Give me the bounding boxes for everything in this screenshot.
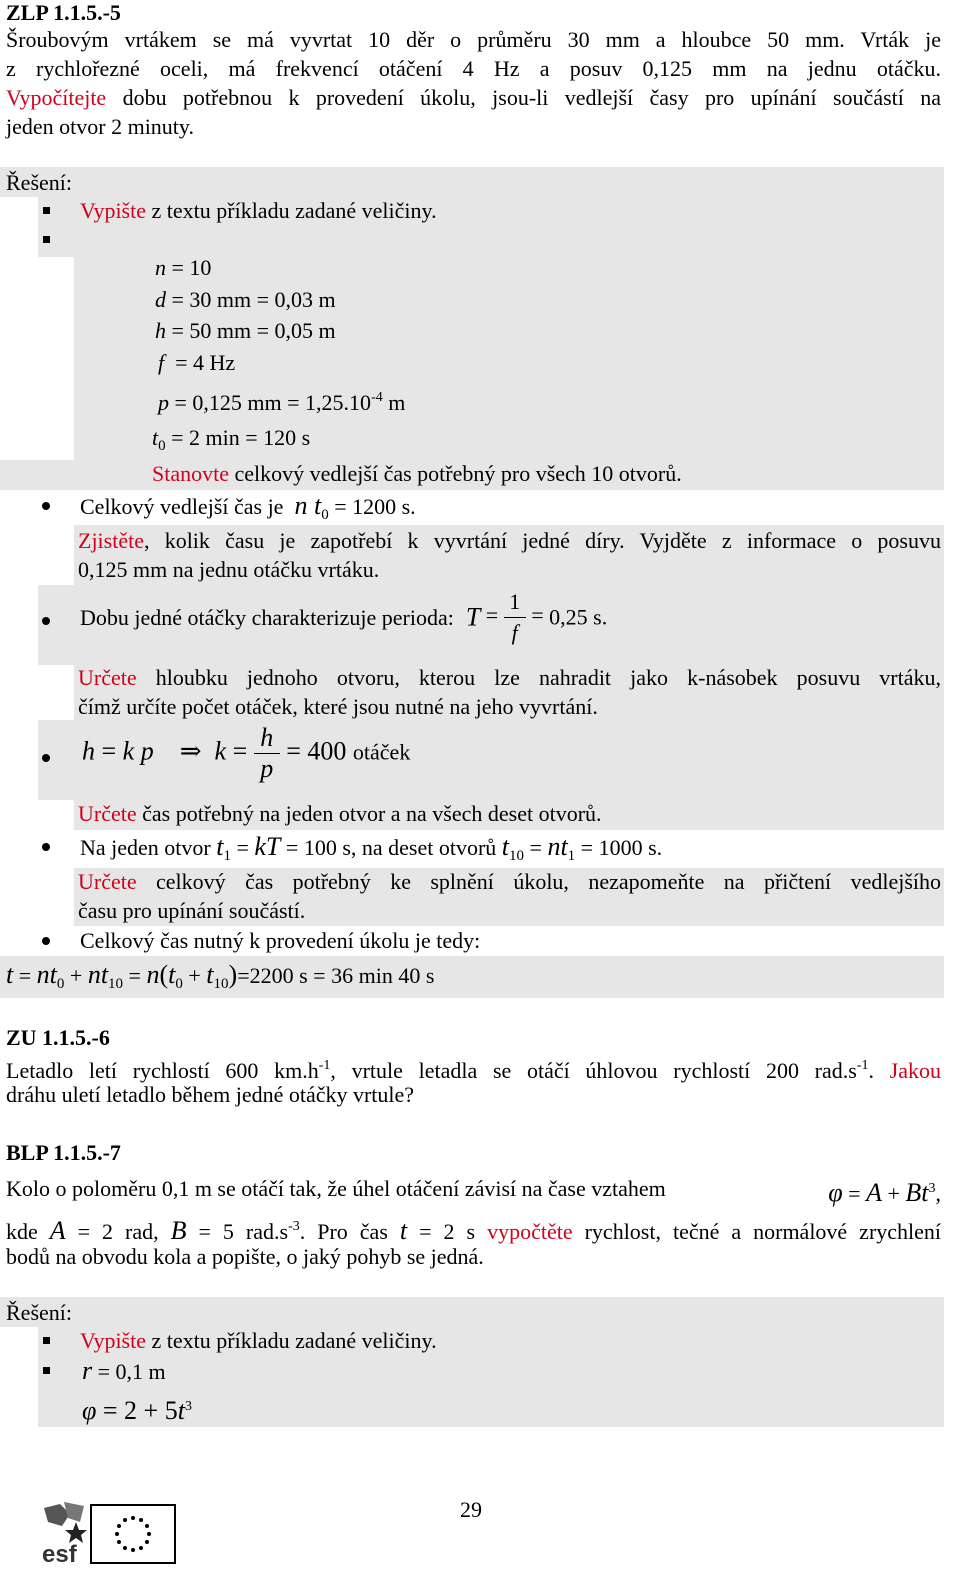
step-text: z textu příkladu zadané veličiny. (146, 198, 437, 223)
step-text: hloubku jednoho otvoru, kterou lze nahradit jako k-násobek posuvu vrtáku, (136, 665, 941, 690)
result-line: Celkový vedlejší čas je n $t_0 = 1200$ s. (80, 491, 416, 523)
instruction-verb: Určete (78, 869, 137, 894)
given-r: r = 0,1 m (82, 1356, 166, 1385)
result-line: Na jeden otvor $t_1$ = kT = 100 s, na deset otvorů $t_{10} = nt_1 = 1000$ s. (80, 832, 663, 864)
fraction: $\frac{h}{p}$ (254, 724, 280, 783)
problem-text-line (6, 85, 941, 111)
problem-text-line: dráhu uletí letadlo během jedné otáčky vrtule? (6, 1082, 415, 1107)
given-n: n = 10 (155, 255, 212, 280)
problem-text-line: Letadlo letí rychlostí 600 $km.h^{-1}$, vrtule letadla se otáčí úhlovou rychlostí 200 $rad.s^{-1}$. Jakou (6, 1058, 941, 1083)
result-line: Celkový čas nutný k provedení úkolu je tedy: (80, 928, 481, 953)
step-line (152, 461, 682, 487)
given-f: f = 4 Hz (158, 350, 236, 375)
svg-text:esf: esf (42, 1541, 77, 1566)
given-d: d = 30 mm = 0,03 m (155, 287, 336, 312)
instruction-verb: Vypočítejte (6, 85, 107, 110)
step-line: čímž určíte počet otáček, které jsou nutné na jeho vyvrtání. (78, 694, 598, 719)
problem-heading-zu: ZU 1.1.5.-6 (6, 1025, 110, 1050)
problem-heading-zlp: ZLP 1.1.5.-5 (6, 0, 121, 25)
page-number: 29 (460, 1497, 482, 1522)
fraction: $\frac{1}{f}$ (504, 588, 526, 647)
instruction-verb: Určete (78, 801, 137, 826)
step-line: 0,125 mm na jednu otáčku vrtáku. (78, 557, 380, 582)
step-line (80, 1328, 437, 1354)
square-bullet-icon (43, 1367, 50, 1374)
result-line: Dobu jedné otáčky charakterizuje perioda: T = $\frac{1}{f}$ = 0,25 s. (80, 589, 608, 645)
square-bullet-icon (43, 236, 50, 243)
given-phi: $\varphi = 2 + 5t^3$ (82, 1396, 192, 1425)
problem-text-line: jeden otvor 2 minuty. (6, 114, 194, 139)
given-h: h = 50 mm = 0,05 m (155, 318, 336, 343)
instruction-verb: Vypište (80, 1328, 146, 1353)
round-bullet-icon (42, 502, 50, 510)
problem-text-line: kde A = 2 rad, B = 5 $rad.s^{-3}$. Pro čas t = 2 s vypočtěte rychlost, tečné a normálové zrychlení (6, 1216, 942, 1245)
step-line (80, 198, 437, 224)
step-line (78, 801, 602, 827)
problem-text-line: bodů na obvodu kola a popište, o jaký pohyb se jedná. (6, 1244, 484, 1269)
instruction-verb: Určete (78, 665, 137, 690)
step-line: času pro upínání součástí. (78, 898, 306, 923)
problem-text: dobu potřebnou k provedení úkolu, jsou-li vedlejší časy pro upínání součástí na (106, 85, 941, 110)
step-text: celkový čas potřebný ke splnění úkolu, nezapomeňte na přičtení vedlejšího (136, 869, 941, 894)
given-t0: $t_0 = 2$ min = 120 s (152, 425, 311, 454)
problem-text-line: Šroubovým vrtákem se má vyvrtat 10 děr o průměru 30 mm a hloubce 50 mm. Vrták je (6, 27, 941, 52)
step-line (78, 869, 941, 895)
instruction-verb: Jakou (889, 1058, 941, 1083)
result-line: h = k p ⇒ k = $\frac{h}{p}$ = 400 otáček (82, 723, 411, 783)
given-p: p = 0,125 mm = $1,25.10^{-4}$ m (158, 390, 406, 415)
instruction-verb: Zjistěte (78, 528, 144, 553)
instruction-verb: vypočtěte (487, 1219, 573, 1244)
step-text: celkový vedlejší čas potřebný pro všech 10 otvorů. (229, 461, 682, 486)
problem-heading-blp: BLP 1.1.5.-7 (6, 1140, 121, 1165)
step-text: čas potřebný na jeden otvor a na všech deset otvorů. (136, 801, 602, 826)
round-bullet-icon (42, 754, 50, 762)
solution-shade (0, 1297, 944, 1327)
problem-text-line: z rychlořezné oceli, má frekvencí otáčení 4 Hz a posuv 0,125 mm na jednu otáčku. (6, 56, 941, 81)
instruction-verb: Vypište (80, 198, 146, 223)
round-bullet-icon (42, 937, 50, 945)
square-bullet-icon (43, 207, 50, 214)
solution-label: Řešení: (6, 1300, 72, 1325)
step-line (78, 528, 941, 554)
problem-text-line: Kolo o poloměru 0,1 m se otáčí tak, že úhel otáčení závisí na čase vztahem $\varphi = A + Bt^3$, (6, 1176, 941, 1207)
solution-label: Řešení: (6, 170, 72, 195)
round-bullet-icon (42, 843, 50, 851)
square-bullet-icon (43, 1337, 50, 1344)
step-text: z textu příkladu zadané veličiny. (146, 1328, 437, 1353)
eu-flag-icon (90, 1504, 176, 1564)
instruction-verb: Stanovte (152, 461, 229, 486)
step-line (78, 665, 941, 691)
step-text: , kolik času je zapotřebí k vyvrtání jedné díry. Vyjděte z informace o posuvu (143, 528, 941, 553)
round-bullet-icon (42, 617, 50, 625)
solution-shade (0, 167, 944, 197)
final-formula: $t = nt_0 + nt_{10} = n(t_0 + t_{10})=2200$ s = 36 min 40 s (6, 960, 435, 992)
